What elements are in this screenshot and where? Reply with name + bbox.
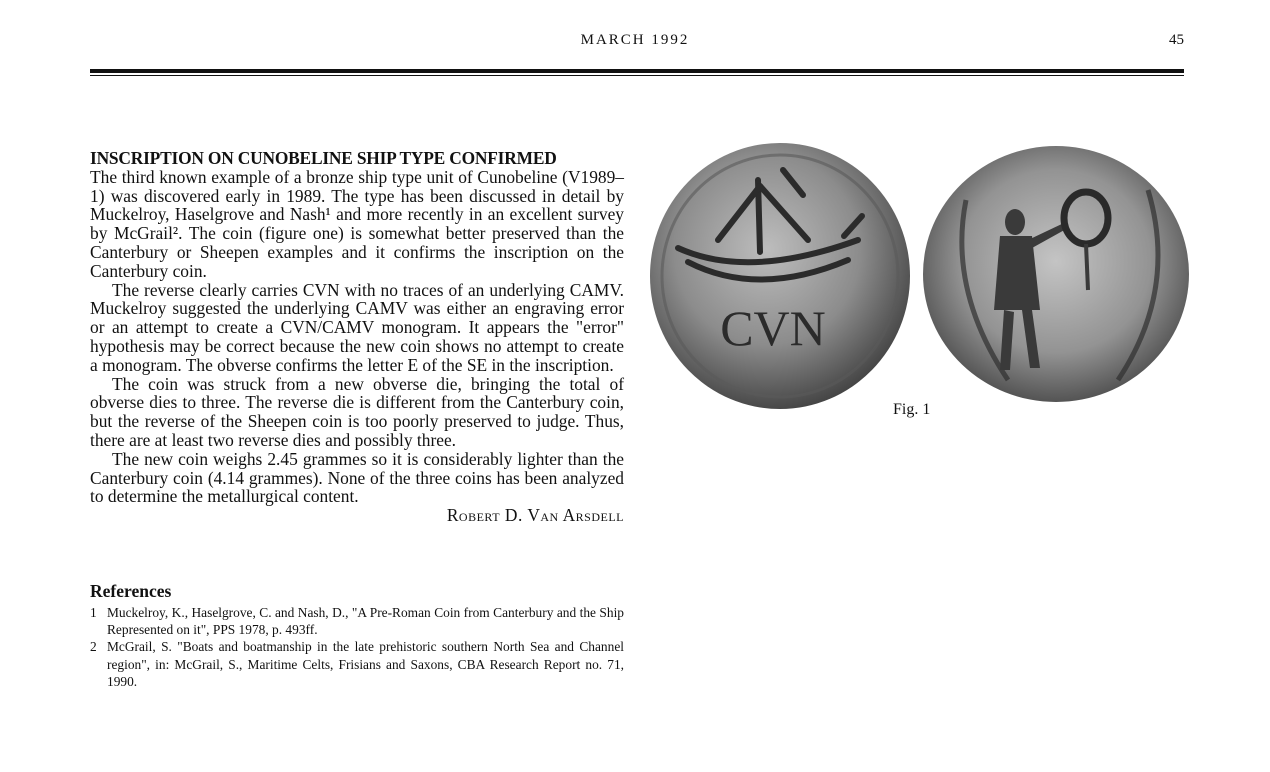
- article-paragraph: The third known example of a bronze ship type unit of Cunobeline (V1989–1) was discovered early in 1989. The type has been discussed in detail by Muckelroy, Haselgrove and Nash¹ and more recently in an excellent survey by McGrail². The coin (figure one) is somewhat better preserved than the Canterbury or Sheepen examples and it confirms the inscription on the Canterbury coin.: [90, 166, 624, 281]
- references-title: References: [90, 581, 172, 601]
- reference-text: Muckelroy, K., Haselgrove, C. and Nash, D., "A Pre-Roman Coin from Canterbury and the Ship Represented on it", PPS 1978, p. 493ff.: [107, 605, 624, 638]
- article-author: Robert D. Van Arsdell: [446, 505, 624, 526]
- coin-obverse: [923, 146, 1189, 402]
- reference-item: [90, 604, 624, 638]
- header-rule-thick: [90, 69, 1184, 73]
- reference-number: 2: [90, 639, 97, 655]
- coin-photograph: [648, 140, 1193, 412]
- page-number: 45: [1169, 32, 1184, 48]
- figure-caption: Fig. 1: [893, 401, 931, 418]
- running-header-date: MARCH 1992: [580, 32, 690, 48]
- coin-reverse: [650, 143, 910, 409]
- references-section: [90, 581, 624, 690]
- article-title: INSCRIPTION ON CUNOBELINE SHIP TYPE CONFIRMED: [90, 148, 557, 168]
- reference-text: McGrail, S. "Boats and boatmanship in the late prehistoric southern North Sea and Channel region", in: McGrail, S., Maritime Celts, Frisians and Saxons, CBA Research Report no. 71, 1990.: [107, 639, 624, 689]
- article: [90, 149, 624, 525]
- header-rule-thin: [90, 75, 1184, 76]
- coin-figure: [648, 140, 1193, 412]
- reference-list: [90, 604, 624, 690]
- article-paragraph: The coin was struck from a new obverse die, bringing the total of obverse dies to three. The reverse die is different from the Canterbury coin, but the reverse of the Sheepen coin is too poorly preserved to judge. Thus, there are at least two reverse dies and possibly three.: [90, 373, 624, 450]
- article-paragraph: The reverse clearly carries CVN with no traces of an underlying CAMV. Muckelroy suggested the underlying CAMV was either an engraving error or an attempt to create a CVN/CAMV monogram. It appears the "error" hypothesis may be correct because the new coin shows no attempt to create a monogram. The obverse confirms the letter E of the SE in the inscription.: [90, 279, 624, 375]
- reference-item: [90, 638, 624, 690]
- article-paragraph: The new coin weighs 2.45 grammes so it is considerably lighter than the Canterbury coin (4.14 grammes). None of the three coins has been analyzed to determine the metallurgical content.: [90, 448, 624, 507]
- coin-legend: CVN: [720, 300, 826, 356]
- reference-number: 1: [90, 605, 97, 620]
